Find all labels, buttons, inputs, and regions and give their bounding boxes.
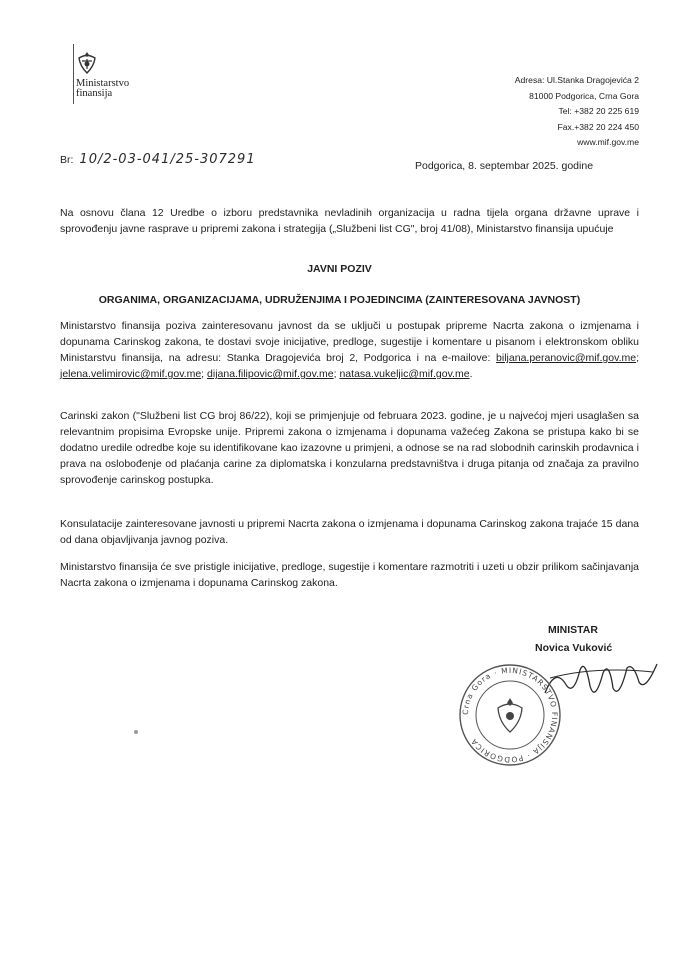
stamp-text: Crna Gora · MINISTARSTVO FINANSIJA · PODGORICA [460,665,560,765]
email-end: . [469,368,473,380]
invitation-paragraph [60,318,639,382]
signatory-name: Novica Vuković [535,642,613,654]
official-stamp [455,660,565,770]
reference-number [60,152,256,167]
logo-divider [73,44,74,104]
email-separator: ; [636,352,639,364]
ministry-name-line1: Ministarstvo [76,78,130,89]
email-link-filipovic[interactable]: dijana.filipovic@mif.gov.me [207,368,334,380]
stamp-emblem-icon [498,698,522,732]
document-subtitle: ORGANIMA, ORGANIZACIJAMA, UDRUŽENJIMA I POJEDINCIMA (ZAINTERESOVANA JAVNOST) [98,294,581,306]
signatory-title: MINISTAR [548,624,598,636]
address-website: www.mif.gov.me [577,137,639,147]
invitation-text: Ministarstvo finansija poziva zainteresovanu javnost da se uključi u postupak pripreme Nacrta zakona o izmjenama i dopunama Carinskog zakona, te dostavi svoje inicijative, predloge, sugestije i komentare u pisanom i elektronskom obliku Ministarstvu finansija, na adresu: Stanka Dragojevića broj 2, Podgorica i na e-mailove: [60,320,639,364]
email-link-peranovic[interactable]: biljana.peranovic@mif.gov.me [496,352,637,364]
closing-paragraph: Ministarstvo finansija će sve pristigle inicijative, predloge, sugestije i komentare razmotriti i uzeti u obzir prilikom sačinjavanja Nacrta zakona o izmjenama i dopunama Carinskog zakona. [60,561,639,589]
reference-label: Br: [60,154,74,166]
document-title: JAVNI POZIV [307,263,372,275]
email-link-velimirovic[interactable]: jelena.velimirovic@mif.gov.me [60,368,202,380]
address-block [515,73,639,151]
address-street: Adresa: Ul.Stanka Dragojevića 2 [514,75,639,85]
context-paragraph: Carinski zakon ("Službeni list CG broj 86/22), koji se primjenjuje od februara 2023. godine, je u najvećoj mjeri usaglašen sa relevantnim propisima Evropske unije. Pripremi zakona o izmjenama i dopunama važećeg Zakona se pristupa kako bi se dodatno uredile odredbe koje su identifikovane kao izazovne u primjeni, a odnose se na rad slobodnih carinskih prodavnica i prava na oslobođenje od plaćanja carine za diplomatska i konzularna predstavništva i druga pitanja od značaja za pravilno sprovođenje carinskog postupka. [60,410,639,486]
reference-value: 10/2-03-041/25-307291 [79,152,256,167]
scan-artifact [134,730,138,734]
ministry-name-line2: finansija [76,88,113,99]
email-separator: ; [333,368,337,380]
address-fax: Fax.+382 20 224 450 [557,121,639,132]
ministry-name [76,79,176,99]
duration-paragraph: Konsulatacije zainteresovane javnosti u pripremi Nacrta zakona o izmjenama i dopunama Carinskog zakona trajaće 15 dana od dana objavljivanja javnog poziva. [60,518,639,546]
email-separator: ; [201,368,205,380]
ministry-logo [76,50,176,99]
address-city: 81000 Podgorica, Crna Gora [529,90,639,101]
document-date: Podgorica, 8. septembar 2025. godine [415,160,594,172]
address-phone: Tel: +382 20 225 619 [558,106,639,116]
email-link-vukeljic[interactable]: natasa.vukeljic@mif.gov.me [339,368,470,380]
intro-paragraph: Na osnovu člana 12 Uredbe o izboru predstavnika nevladinih organizacija u radna tijela organa državne uprave i sprovođenju javne rasprave u pripremi zakona i strategija („Službeni list CG", broj 41/08), Ministarstvo finansija upućuje [60,207,639,235]
coat-of-arms-icon [76,50,98,76]
